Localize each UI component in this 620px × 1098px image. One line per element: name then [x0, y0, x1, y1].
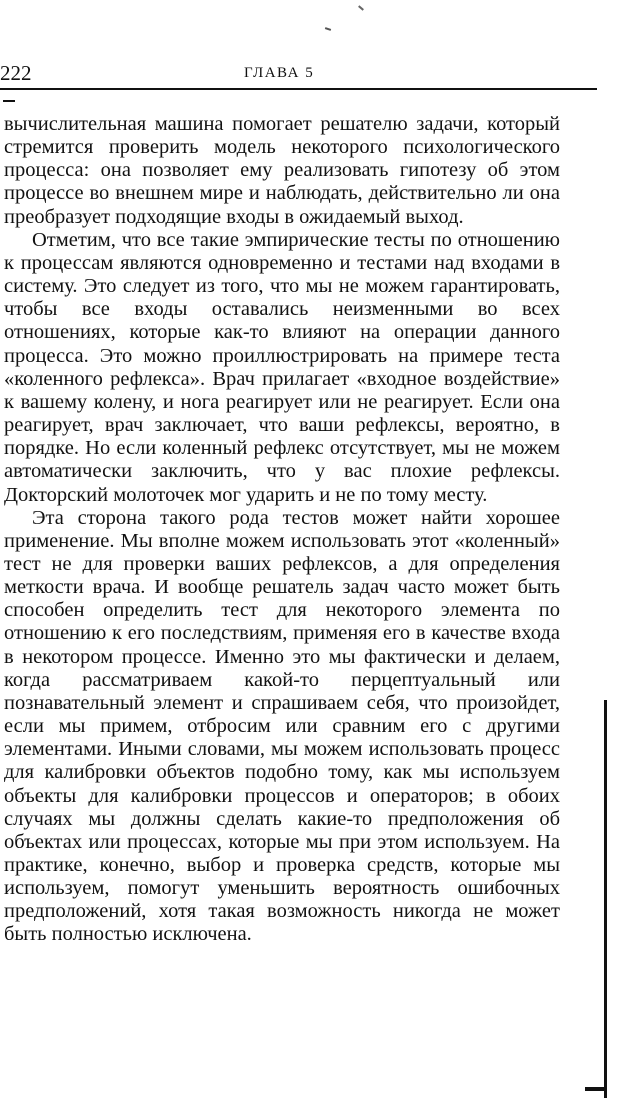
scan-speck	[325, 27, 331, 31]
corner-mark	[3, 100, 15, 102]
scan-speck	[358, 5, 364, 10]
body-text	[4, 113, 560, 947]
page-number: 222	[0, 61, 32, 85]
paragraph: Эта сторона такого рода тестов может найти хорошее применение. Мы вполне можем использовать этот «коленный» тест не для проверки ваших рефлексов, а для определения меткости врача. И вообще решатель задач часто может быть способен определить тест для некоторого элемента по отношению к его последствиям, применяя его в качестве входа в некотором процессе. Именно это мы фактически и делаем, когда рассматриваем какой-то перцептуальный или познавательный элемент и спрашиваем себя, что произойдет, если мы примем, отбросим или сравним его с другими элементами. Иными словами, мы можем использовать процесс для калибровки объектов подобно тому, как мы используем объекты для калибровки процессов и операторов; в обоих случаях мы должны сделать какие-то предположения об объектах или процессах, которые мы при этом используем. На практике, конечно, выбор и проверка средств, которые мы используем, помогут уменьшить вероятность ошибочных предположений, хотя такая возможность никогда не может быть полностью исключена.	[4, 506, 560, 946]
page-edge-rule	[604, 700, 607, 1098]
header-rule	[0, 88, 597, 90]
page-header	[0, 61, 598, 89]
running-head: ГЛАВА 5	[244, 65, 315, 81]
paragraph: Отметим, что все такие эмпирические тесты по отношению к процессам являются одновременно и тестами над входами в систему. Это следует из того, что мы не можем гарантировать, чтобы все входы оставались неизменными во всех отношениях, которые как-то влияют на операции данного процесса. Это можно проиллюстрировать на примере теста «коленного рефлекса». Врач прилагает «входное воздействие» к вашему колену, и нога реагирует или не реагирует. Если она реагирует, врач заключает, что ваши рефлексы, вероятно, в порядке. Но если коленный рефлекс отсутствует, мы не можем автоматически заключить, что у вас плохие рефлексы. Докторский молоточек мог ударить и не по тому месту.	[4, 228, 560, 506]
paragraph: вычислительная машина помогает решателю задачи, который стремится проверить модель некоторого психологического процесса: она позволяет ему реализовать гипотезу об этом процессе во внешнем мире и наблюдать, действительно ли она преобразует подходящие входы в ожидаемый выход.	[4, 113, 560, 228]
page-corner-rule	[585, 1087, 607, 1091]
